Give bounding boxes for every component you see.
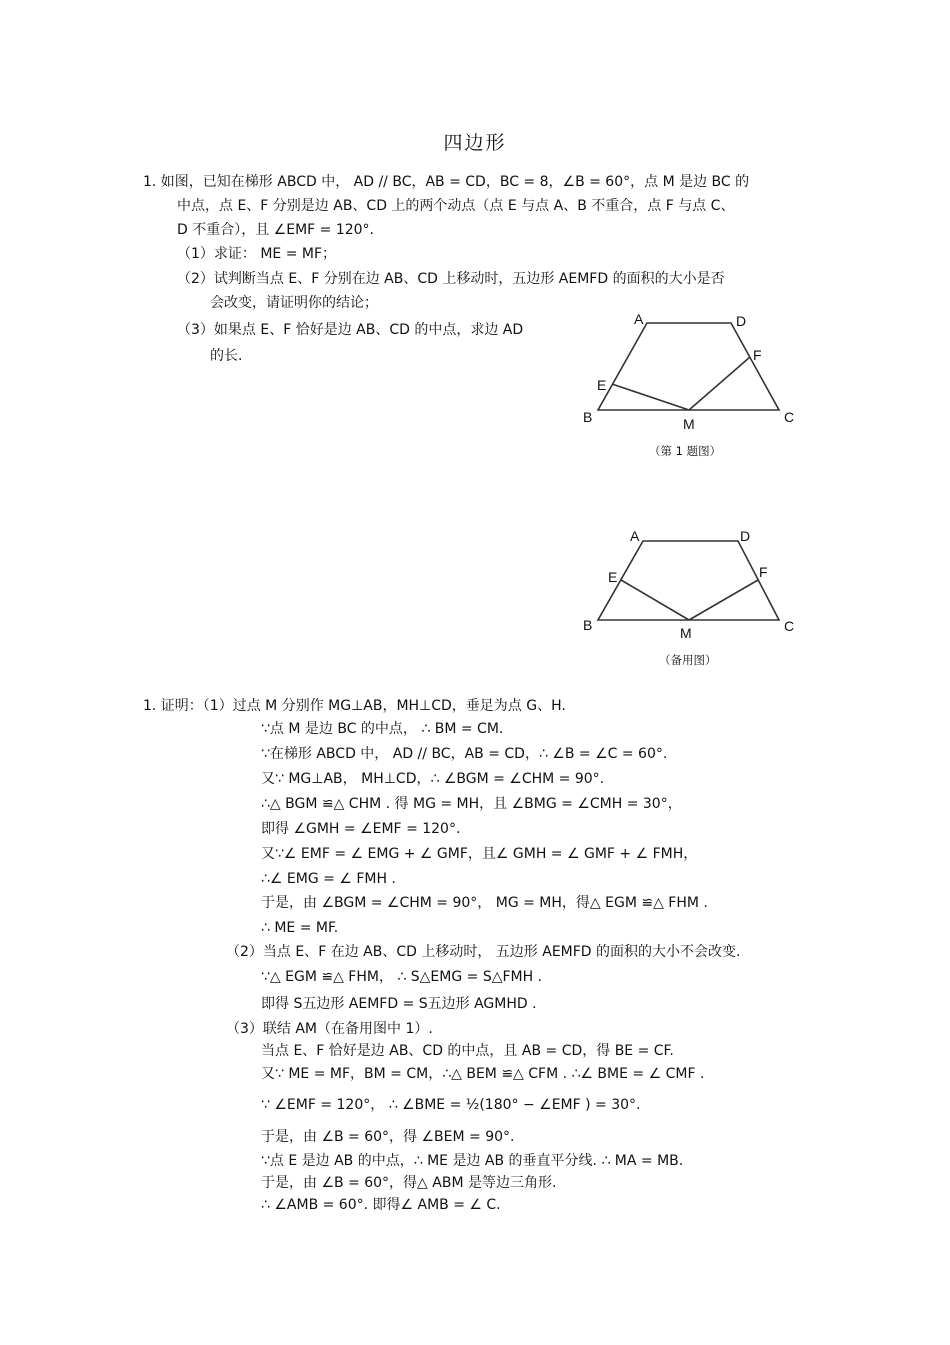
solution-line: （2）当点 E、F 在边 AB、CD 上移动时， 五边形 AEMFD 的面积的大小不会改变. (226, 944, 741, 960)
problem-line: （3）如果点 E、F 恰好是边 AB、CD 的中点，求边 AD (177, 322, 524, 338)
solution-line: ∴∠ EMG = ∠ FMH . (261, 871, 396, 887)
solution-line: 又∵ MG⊥AB， MH⊥CD，∴ ∠BGM = ∠CHM = 90°. (261, 771, 605, 787)
problem-line: （1）求证： ME = MF； (177, 246, 337, 262)
solution-line: ∵点 M 是边 BC 的中点， ∴ BM = CM. (261, 721, 504, 737)
problem-line: 会改变，请证明你的结论； (210, 295, 378, 311)
point-label-e: E (608, 569, 618, 585)
point-label-a: A (630, 528, 640, 544)
figure-2-caption: （备用图） (659, 653, 717, 667)
solution-line: ∴△ BGM ≌△ CHM . 得 MG = MH，且 ∠BMG = ∠CMH = 30°， (261, 796, 682, 812)
solution-line: 当点 E、F 恰好是边 AB、CD 的中点，且 AB = CD，得 BE = CF. (261, 1043, 674, 1059)
point-label-b: B (583, 409, 593, 425)
point-label-d: D (740, 528, 751, 544)
point-label-a: A (634, 311, 644, 327)
solution-line: （3）联结 AM（在备用图中 1）. (226, 1021, 433, 1037)
segment-em (621, 580, 689, 620)
point-label-f: F (753, 347, 762, 363)
problem-line: 的长. (210, 348, 243, 364)
point-label-b: B (583, 617, 593, 633)
solution-line: ∵点 E 是边 AB 的中点，∴ ME 是边 AB 的垂直平分线. ∴ MA = MB. (261, 1153, 684, 1169)
point-label-d: D (736, 313, 747, 329)
segment-mf (689, 580, 758, 620)
point-label-e: E (597, 377, 607, 393)
trapezoid-abcd (598, 541, 779, 620)
problem-line: D 不重合），且 ∠EMF = 120°. (177, 222, 375, 238)
solution-line: 即得 ∠GMH = ∠EMF = 120°. (261, 821, 461, 837)
page-title: 四边形 (443, 132, 507, 154)
solution-line: ∵ ∠EMF = 120°， ∴ ∠BME = ½(180° − ∠EMF ) = 30°. (261, 1097, 641, 1113)
figure-1-caption: （第 1 题图） (649, 444, 722, 458)
point-label-m: M (683, 416, 695, 432)
problem-line: 1. 如图，已知在梯形 ABCD 中， AD // BC，AB = CD，BC = 8，∠B = 60°，点 M 是边 BC 的 (143, 174, 750, 190)
solution-line: 又∵ ME = MF，BM = CM，∴△ BEM ≌△ CFM . ∴∠ BME = ∠ CMF . (261, 1066, 705, 1082)
solution-line: ∵在梯形 ABCD 中， AD // BC，AB = CD，∴ ∠B = ∠C = 60°. (261, 746, 668, 762)
solution-line: ∴ ∠AMB = 60°. 即得∠ AMB = ∠ C. (261, 1197, 501, 1213)
point-label-f: F (759, 564, 768, 580)
solution-line: 于是，由 ∠B = 60°，得△ ABM 是等边三角形. (261, 1175, 557, 1191)
point-label-c: C (784, 618, 795, 634)
solution-line: 于是，由 ∠B = 60°，得 ∠BEM = 90°. (261, 1129, 515, 1145)
problem-line: （2）试判断当点 E、F 分别在边 AB、CD 上移动时，五边形 AEMFD 的面积的大小是否 (177, 271, 725, 287)
problem-line: 中点，点 E、F 分别是边 AB、CD 上的两个动点（点 E 与点 A、B 不重合，点 F 与点 C、 (177, 198, 735, 214)
solution-line: 1. 证明：（1）过点 M 分别作 MG⊥AB，MH⊥CD，垂足为点 G、H. (143, 698, 566, 714)
solution-line: ∴ ME = MF. (261, 920, 339, 936)
solution-line: 于是，由 ∠BGM = ∠CHM = 90°， MG = MH，得△ EGM ≌△ FHM . (261, 895, 708, 911)
point-label-c: C (784, 409, 795, 425)
solution-line: 又∵∠ EMF = ∠ EMG + ∠ GMF，且∠ GMH = ∠ GMF + ∠ FMH， (261, 846, 698, 862)
solution-line: ∵△ EGM ≌△ FHM， ∴ S△EMG = S△FMH . (261, 969, 543, 985)
solution-line: 即得 S五边形 AEMFD = S五边形 AGMHD . (261, 996, 537, 1012)
point-label-m: M (680, 625, 692, 641)
